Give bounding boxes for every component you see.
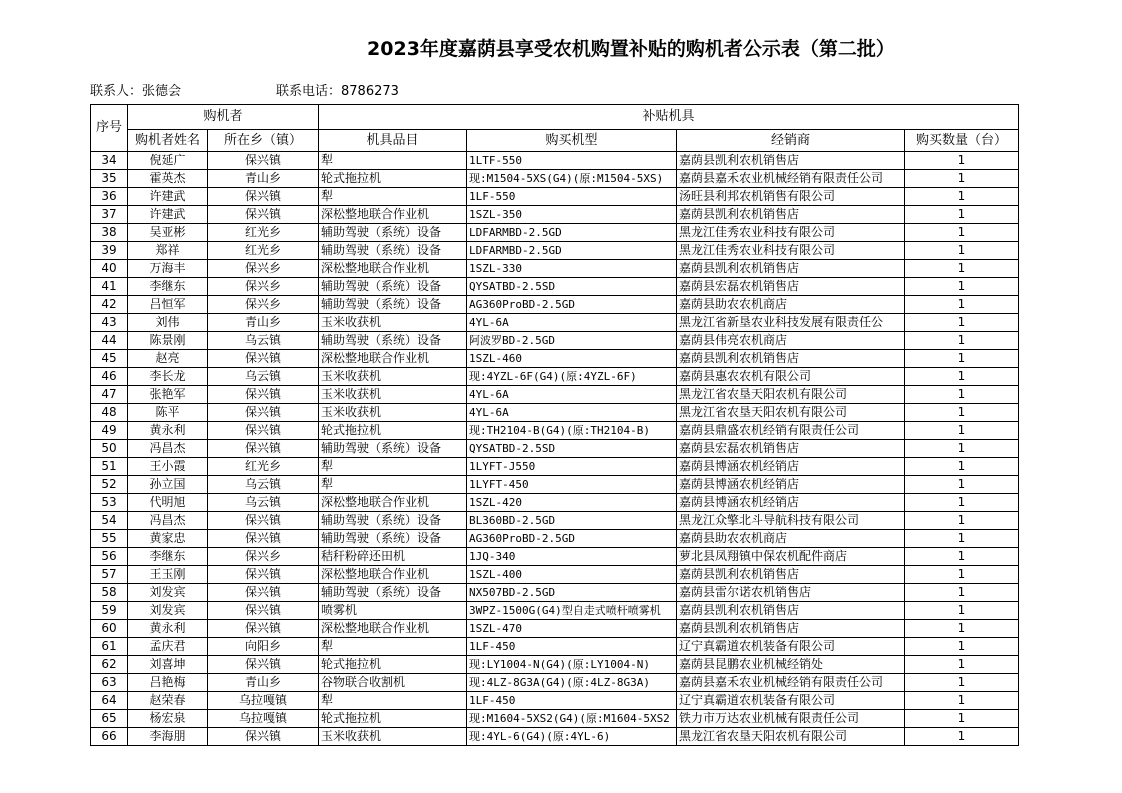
cell-model: AG360ProBD-2.5GD bbox=[467, 530, 677, 548]
cell-buyer-name: 许建武 bbox=[128, 206, 208, 224]
cell-dealer: 黑龙江省农垦天阳农机有限公司 bbox=[677, 386, 905, 404]
header-category: 机具品目 bbox=[319, 130, 467, 152]
cell-buyer-name: 霍英杰 bbox=[128, 170, 208, 188]
cell-dealer: 嘉荫县宏磊农机销售店 bbox=[677, 440, 905, 458]
cell-dealer: 嘉荫县凯利农机销售店 bbox=[677, 602, 905, 620]
contact-phone: 联系电话：8786273 bbox=[276, 84, 399, 99]
cell-dealer: 汤旺县利邦农机销售有限公司 bbox=[677, 188, 905, 206]
cell-dealer: 嘉荫县凯利农机销售店 bbox=[677, 566, 905, 584]
cell-model: 现:LY1004-N(G4)(原:LY1004-N) bbox=[467, 656, 677, 674]
cell-category: 辅助驾驶（系统）设备 bbox=[319, 512, 467, 530]
table-row bbox=[91, 206, 1019, 224]
cell-seq: 44 bbox=[91, 332, 128, 350]
cell-seq: 45 bbox=[91, 350, 128, 368]
table-row bbox=[91, 728, 1019, 746]
cell-qty: 1 bbox=[905, 512, 1019, 530]
table-row bbox=[91, 458, 1019, 476]
cell-dealer: 黑龙江省农垦天阳农机有限公司 bbox=[677, 728, 905, 746]
cell-town: 保兴镇 bbox=[208, 188, 319, 206]
cell-town: 乌云镇 bbox=[208, 476, 319, 494]
cell-qty: 1 bbox=[905, 404, 1019, 422]
cell-town: 乌云镇 bbox=[208, 368, 319, 386]
cell-buyer-name: 赵亮 bbox=[128, 350, 208, 368]
cell-model: 1SZL-400 bbox=[467, 566, 677, 584]
cell-buyer-name: 吕恒军 bbox=[128, 296, 208, 314]
cell-qty: 1 bbox=[905, 602, 1019, 620]
cell-dealer: 嘉荫县雷尔诺农机销售店 bbox=[677, 584, 905, 602]
cell-category: 辅助驾驶（系统）设备 bbox=[319, 278, 467, 296]
table-row bbox=[91, 710, 1019, 728]
table-row bbox=[91, 152, 1019, 170]
cell-dealer: 嘉荫县博涵农机经销店 bbox=[677, 494, 905, 512]
table-row bbox=[91, 422, 1019, 440]
cell-seq: 51 bbox=[91, 458, 128, 476]
cell-buyer-name: 黄永利 bbox=[128, 422, 208, 440]
cell-seq: 63 bbox=[91, 674, 128, 692]
cell-seq: 48 bbox=[91, 404, 128, 422]
cell-qty: 1 bbox=[905, 350, 1019, 368]
cell-buyer-name: 陈景刚 bbox=[128, 332, 208, 350]
cell-dealer: 嘉荫县凯利农机销售店 bbox=[677, 620, 905, 638]
cell-dealer: 辽宁真霸道农机装备有限公司 bbox=[677, 692, 905, 710]
table-row bbox=[91, 188, 1019, 206]
cell-model: 1SZL-350 bbox=[467, 206, 677, 224]
cell-seq: 46 bbox=[91, 368, 128, 386]
cell-model: 现:4YZL-6F(G4)(原:4YZL-6F) bbox=[467, 368, 677, 386]
header-seq: 序号 bbox=[91, 105, 128, 152]
cell-buyer-name: 许建武 bbox=[128, 188, 208, 206]
cell-model: 1LF-550 bbox=[467, 188, 677, 206]
cell-category: 犁 bbox=[319, 458, 467, 476]
cell-model: 现:M1504-5XS(G4)(原:M1504-5XS) bbox=[467, 170, 677, 188]
cell-category: 辅助驾驶（系统）设备 bbox=[319, 584, 467, 602]
cell-model: QYSATBD-2.5SD bbox=[467, 440, 677, 458]
cell-seq: 40 bbox=[91, 260, 128, 278]
cell-category: 辅助驾驶（系统）设备 bbox=[319, 242, 467, 260]
cell-town: 保兴乡 bbox=[208, 296, 319, 314]
table-row bbox=[91, 314, 1019, 332]
table-row bbox=[91, 224, 1019, 242]
cell-model: 现:M1604-5XS2(G4)(原:M1604-5XS2 bbox=[467, 710, 677, 728]
cell-qty: 1 bbox=[905, 386, 1019, 404]
cell-town: 红光乡 bbox=[208, 242, 319, 260]
cell-dealer: 嘉荫县助农农机商店 bbox=[677, 296, 905, 314]
cell-buyer-name: 李海朋 bbox=[128, 728, 208, 746]
cell-seq: 53 bbox=[91, 494, 128, 512]
cell-seq: 57 bbox=[91, 566, 128, 584]
table-row bbox=[91, 638, 1019, 656]
cell-seq: 38 bbox=[91, 224, 128, 242]
table-row bbox=[91, 584, 1019, 602]
cell-qty: 1 bbox=[905, 242, 1019, 260]
cell-dealer: 嘉荫县宏磊农机销售店 bbox=[677, 278, 905, 296]
cell-category: 犁 bbox=[319, 188, 467, 206]
cell-buyer-name: 孙立国 bbox=[128, 476, 208, 494]
cell-qty: 1 bbox=[905, 296, 1019, 314]
cell-town: 青山乡 bbox=[208, 674, 319, 692]
cell-seq: 49 bbox=[91, 422, 128, 440]
cell-dealer: 黑龙江省农垦天阳农机有限公司 bbox=[677, 404, 905, 422]
cell-buyer-name: 杨宏泉 bbox=[128, 710, 208, 728]
cell-qty: 1 bbox=[905, 206, 1019, 224]
cell-town: 乌拉嘎镇 bbox=[208, 710, 319, 728]
cell-qty: 1 bbox=[905, 656, 1019, 674]
cell-dealer: 黑龙江省新垦农业科技发展有限责任公 bbox=[677, 314, 905, 332]
cell-buyer-name: 万海丰 bbox=[128, 260, 208, 278]
cell-model: LDFARMBD-2.5GD bbox=[467, 242, 677, 260]
cell-category: 犁 bbox=[319, 152, 467, 170]
cell-qty: 1 bbox=[905, 710, 1019, 728]
cell-dealer: 嘉荫县博涵农机经销店 bbox=[677, 458, 905, 476]
cell-model: 1LYFT-450 bbox=[467, 476, 677, 494]
cell-qty: 1 bbox=[905, 638, 1019, 656]
cell-category: 玉米收获机 bbox=[319, 368, 467, 386]
cell-qty: 1 bbox=[905, 332, 1019, 350]
table-row bbox=[91, 692, 1019, 710]
cell-buyer-name: 陈平 bbox=[128, 404, 208, 422]
table-row bbox=[91, 512, 1019, 530]
table-row bbox=[91, 296, 1019, 314]
cell-qty: 1 bbox=[905, 368, 1019, 386]
cell-category: 轮式拖拉机 bbox=[319, 710, 467, 728]
cell-buyer-name: 孟庆君 bbox=[128, 638, 208, 656]
cell-buyer-name: 刘喜坤 bbox=[128, 656, 208, 674]
cell-model: 3WPZ-1500G(G4)型自走式喷杆喷雾机 bbox=[467, 602, 677, 620]
cell-dealer: 嘉荫县助农农机商店 bbox=[677, 530, 905, 548]
contact-person: 联系人：张德会 bbox=[90, 84, 182, 99]
cell-category: 深松整地联合作业机 bbox=[319, 620, 467, 638]
cell-model: 1LF-450 bbox=[467, 692, 677, 710]
cell-town: 乌云镇 bbox=[208, 332, 319, 350]
cell-category: 深松整地联合作业机 bbox=[319, 566, 467, 584]
cell-buyer-name: 刘伟 bbox=[128, 314, 208, 332]
cell-town: 向阳乡 bbox=[208, 638, 319, 656]
cell-town: 青山乡 bbox=[208, 170, 319, 188]
cell-category: 深松整地联合作业机 bbox=[319, 350, 467, 368]
cell-qty: 1 bbox=[905, 422, 1019, 440]
table-row bbox=[91, 530, 1019, 548]
cell-model: 1SZL-330 bbox=[467, 260, 677, 278]
cell-dealer: 黑龙江佳秀农业科技有限公司 bbox=[677, 242, 905, 260]
cell-qty: 1 bbox=[905, 728, 1019, 746]
cell-model: 1JQ-340 bbox=[467, 548, 677, 566]
cell-buyer-name: 吕艳梅 bbox=[128, 674, 208, 692]
cell-buyer-name: 李继东 bbox=[128, 548, 208, 566]
header-qty: 购买数量（台） bbox=[905, 130, 1019, 152]
cell-buyer-name: 黄永利 bbox=[128, 620, 208, 638]
cell-model: LDFARMBD-2.5GD bbox=[467, 224, 677, 242]
cell-town: 保兴乡 bbox=[208, 260, 319, 278]
cell-buyer-name: 王玉刚 bbox=[128, 566, 208, 584]
cell-qty: 1 bbox=[905, 440, 1019, 458]
cell-qty: 1 bbox=[905, 548, 1019, 566]
cell-category: 喷雾机 bbox=[319, 602, 467, 620]
cell-category: 玉米收获机 bbox=[319, 404, 467, 422]
header-subsidy-group: 补贴机具 bbox=[319, 105, 1019, 130]
cell-model: BL360BD-2.5GD bbox=[467, 512, 677, 530]
cell-category: 玉米收获机 bbox=[319, 728, 467, 746]
cell-model: 1LYFT-J550 bbox=[467, 458, 677, 476]
cell-town: 青山乡 bbox=[208, 314, 319, 332]
cell-buyer-name: 郑祥 bbox=[128, 242, 208, 260]
cell-seq: 39 bbox=[91, 242, 128, 260]
table-row bbox=[91, 476, 1019, 494]
cell-dealer: 嘉荫县昆鹏农业机械经销处 bbox=[677, 656, 905, 674]
cell-qty: 1 bbox=[905, 458, 1019, 476]
cell-seq: 59 bbox=[91, 602, 128, 620]
cell-seq: 60 bbox=[91, 620, 128, 638]
cell-buyer-name: 王小霞 bbox=[128, 458, 208, 476]
cell-model: 1SZL-470 bbox=[467, 620, 677, 638]
cell-town: 保兴乡 bbox=[208, 548, 319, 566]
cell-seq: 50 bbox=[91, 440, 128, 458]
cell-town: 保兴镇 bbox=[208, 656, 319, 674]
cell-model: NX507BD-2.5GD bbox=[467, 584, 677, 602]
cell-qty: 1 bbox=[905, 674, 1019, 692]
cell-category: 辅助驾驶（系统）设备 bbox=[319, 224, 467, 242]
cell-seq: 47 bbox=[91, 386, 128, 404]
cell-qty: 1 bbox=[905, 188, 1019, 206]
cell-dealer: 黑龙江众擎北斗导航科技有限公司 bbox=[677, 512, 905, 530]
table-row bbox=[91, 440, 1019, 458]
cell-buyer-name: 吴亚彬 bbox=[128, 224, 208, 242]
cell-town: 保兴乡 bbox=[208, 278, 319, 296]
cell-seq: 66 bbox=[91, 728, 128, 746]
cell-qty: 1 bbox=[905, 566, 1019, 584]
cell-seq: 62 bbox=[91, 656, 128, 674]
cell-model: 1SZL-420 bbox=[467, 494, 677, 512]
cell-buyer-name: 黄家忠 bbox=[128, 530, 208, 548]
table-row bbox=[91, 656, 1019, 674]
cell-seq: 58 bbox=[91, 584, 128, 602]
cell-town: 保兴镇 bbox=[208, 566, 319, 584]
cell-town: 保兴镇 bbox=[208, 404, 319, 422]
cell-qty: 1 bbox=[905, 278, 1019, 296]
cell-category: 玉米收获机 bbox=[319, 314, 467, 332]
cell-category: 秸秆粉碎还田机 bbox=[319, 548, 467, 566]
cell-town: 乌拉嘎镇 bbox=[208, 692, 319, 710]
cell-qty: 1 bbox=[905, 224, 1019, 242]
table-row bbox=[91, 260, 1019, 278]
cell-category: 深松整地联合作业机 bbox=[319, 206, 467, 224]
cell-dealer: 嘉荫县惠农农机有限公司 bbox=[677, 368, 905, 386]
cell-seq: 41 bbox=[91, 278, 128, 296]
cell-dealer: 嘉荫县嘉禾农业机械经销有限责任公司 bbox=[677, 674, 905, 692]
cell-seq: 64 bbox=[91, 692, 128, 710]
cell-qty: 1 bbox=[905, 494, 1019, 512]
cell-town: 保兴镇 bbox=[208, 728, 319, 746]
cell-seq: 52 bbox=[91, 476, 128, 494]
cell-model: 1SZL-460 bbox=[467, 350, 677, 368]
header-dealer: 经销商 bbox=[677, 130, 905, 152]
cell-town: 红光乡 bbox=[208, 224, 319, 242]
cell-model: AG360ProBD-2.5GD bbox=[467, 296, 677, 314]
table-row bbox=[91, 242, 1019, 260]
cell-buyer-name: 赵荣春 bbox=[128, 692, 208, 710]
cell-dealer: 萝北县凤翔镇中保农机配件商店 bbox=[677, 548, 905, 566]
cell-town: 保兴镇 bbox=[208, 350, 319, 368]
table-row bbox=[91, 386, 1019, 404]
table-row bbox=[91, 404, 1019, 422]
cell-town: 保兴镇 bbox=[208, 620, 319, 638]
cell-dealer: 嘉荫县凯利农机销售店 bbox=[677, 350, 905, 368]
table-row bbox=[91, 674, 1019, 692]
table-row bbox=[91, 170, 1019, 188]
cell-seq: 36 bbox=[91, 188, 128, 206]
cell-buyer-name: 冯昌杰 bbox=[128, 512, 208, 530]
cell-qty: 1 bbox=[905, 170, 1019, 188]
cell-category: 辅助驾驶（系统）设备 bbox=[319, 296, 467, 314]
cell-buyer-name: 刘发宾 bbox=[128, 602, 208, 620]
cell-qty: 1 bbox=[905, 260, 1019, 278]
cell-seq: 43 bbox=[91, 314, 128, 332]
cell-category: 轮式拖拉机 bbox=[319, 422, 467, 440]
cell-category: 辅助驾驶（系统）设备 bbox=[319, 440, 467, 458]
cell-model: 4YL-6A bbox=[467, 386, 677, 404]
cell-category: 轮式拖拉机 bbox=[319, 170, 467, 188]
cell-category: 犁 bbox=[319, 638, 467, 656]
cell-model: 现:4LZ-8G3A(G4)(原:4LZ-8G3A) bbox=[467, 674, 677, 692]
header-buyer-group: 购机者 bbox=[128, 105, 319, 130]
cell-category: 玉米收获机 bbox=[319, 386, 467, 404]
page-title: 2023年度嘉荫县享受农机购置补贴的购机者公示表（第二批） bbox=[367, 38, 895, 60]
cell-town: 保兴镇 bbox=[208, 602, 319, 620]
cell-qty: 1 bbox=[905, 314, 1019, 332]
cell-qty: 1 bbox=[905, 584, 1019, 602]
table-row bbox=[91, 548, 1019, 566]
cell-dealer: 嘉荫县伟亮农机商店 bbox=[677, 332, 905, 350]
cell-buyer-name: 张艳军 bbox=[128, 386, 208, 404]
table-row bbox=[91, 278, 1019, 296]
cell-category: 深松整地联合作业机 bbox=[319, 494, 467, 512]
cell-model: 现:4YL-6(G4)(原:4YL-6) bbox=[467, 728, 677, 746]
cell-town: 保兴镇 bbox=[208, 152, 319, 170]
cell-town: 保兴镇 bbox=[208, 512, 319, 530]
cell-town: 保兴镇 bbox=[208, 530, 319, 548]
cell-dealer: 嘉荫县嘉禾农业机械经销有限责任公司 bbox=[677, 170, 905, 188]
cell-dealer: 辽宁真霸道农机装备有限公司 bbox=[677, 638, 905, 656]
cell-model: 阿波罗BD-2.5GD bbox=[467, 332, 677, 350]
cell-town: 保兴镇 bbox=[208, 386, 319, 404]
cell-seq: 42 bbox=[91, 296, 128, 314]
cell-qty: 1 bbox=[905, 620, 1019, 638]
cell-seq: 35 bbox=[91, 170, 128, 188]
cell-buyer-name: 刘发宾 bbox=[128, 584, 208, 602]
cell-category: 辅助驾驶（系统）设备 bbox=[319, 530, 467, 548]
cell-category: 轮式拖拉机 bbox=[319, 656, 467, 674]
cell-town: 保兴镇 bbox=[208, 422, 319, 440]
cell-qty: 1 bbox=[905, 692, 1019, 710]
cell-qty: 1 bbox=[905, 530, 1019, 548]
cell-category: 深松整地联合作业机 bbox=[319, 260, 467, 278]
cell-town: 保兴镇 bbox=[208, 206, 319, 224]
table-row bbox=[91, 332, 1019, 350]
table-header bbox=[91, 105, 1019, 152]
header-town: 所在乡（镇） bbox=[208, 130, 319, 152]
table-row bbox=[91, 350, 1019, 368]
cell-model: 现:TH2104-B(G4)(原:TH2104-B) bbox=[467, 422, 677, 440]
cell-dealer: 嘉荫县博涵农机经销店 bbox=[677, 476, 905, 494]
cell-model: QYSATBD-2.5SD bbox=[467, 278, 677, 296]
cell-buyer-name: 冯昌杰 bbox=[128, 440, 208, 458]
table-row bbox=[91, 494, 1019, 512]
cell-seq: 65 bbox=[91, 710, 128, 728]
cell-dealer: 铁力市万达农业机械有限责任公司 bbox=[677, 710, 905, 728]
cell-buyer-name: 李长龙 bbox=[128, 368, 208, 386]
cell-seq: 37 bbox=[91, 206, 128, 224]
cell-buyer-name: 倪延广 bbox=[128, 152, 208, 170]
cell-category: 辅助驾驶（系统）设备 bbox=[319, 332, 467, 350]
cell-model: 4YL-6A bbox=[467, 314, 677, 332]
cell-dealer: 嘉荫县鼎盛农机经销有限责任公司 bbox=[677, 422, 905, 440]
cell-town: 保兴镇 bbox=[208, 584, 319, 602]
table-row bbox=[91, 566, 1019, 584]
cell-model: 1LTF-550 bbox=[467, 152, 677, 170]
cell-seq: 55 bbox=[91, 530, 128, 548]
header-name: 购机者姓名 bbox=[128, 130, 208, 152]
cell-town: 保兴镇 bbox=[208, 440, 319, 458]
cell-category: 犁 bbox=[319, 692, 467, 710]
cell-qty: 1 bbox=[905, 476, 1019, 494]
cell-model: 4YL-6A bbox=[467, 404, 677, 422]
table-row bbox=[91, 368, 1019, 386]
cell-dealer: 黑龙江佳秀农业科技有限公司 bbox=[677, 224, 905, 242]
subsidy-table bbox=[90, 104, 1019, 746]
cell-seq: 61 bbox=[91, 638, 128, 656]
cell-town: 红光乡 bbox=[208, 458, 319, 476]
cell-category: 犁 bbox=[319, 476, 467, 494]
cell-category: 谷物联合收割机 bbox=[319, 674, 467, 692]
cell-dealer: 嘉荫县凯利农机销售店 bbox=[677, 152, 905, 170]
cell-buyer-name: 李继东 bbox=[128, 278, 208, 296]
cell-dealer: 嘉荫县凯利农机销售店 bbox=[677, 260, 905, 278]
cell-seq: 34 bbox=[91, 152, 128, 170]
cell-qty: 1 bbox=[905, 152, 1019, 170]
cell-seq: 54 bbox=[91, 512, 128, 530]
cell-town: 乌云镇 bbox=[208, 494, 319, 512]
header-model: 购买机型 bbox=[467, 130, 677, 152]
cell-seq: 56 bbox=[91, 548, 128, 566]
cell-buyer-name: 代明旭 bbox=[128, 494, 208, 512]
cell-dealer: 嘉荫县凯利农机销售店 bbox=[677, 206, 905, 224]
table-row bbox=[91, 620, 1019, 638]
cell-model: 1LF-450 bbox=[467, 638, 677, 656]
table-row bbox=[91, 602, 1019, 620]
table-body bbox=[91, 152, 1019, 746]
